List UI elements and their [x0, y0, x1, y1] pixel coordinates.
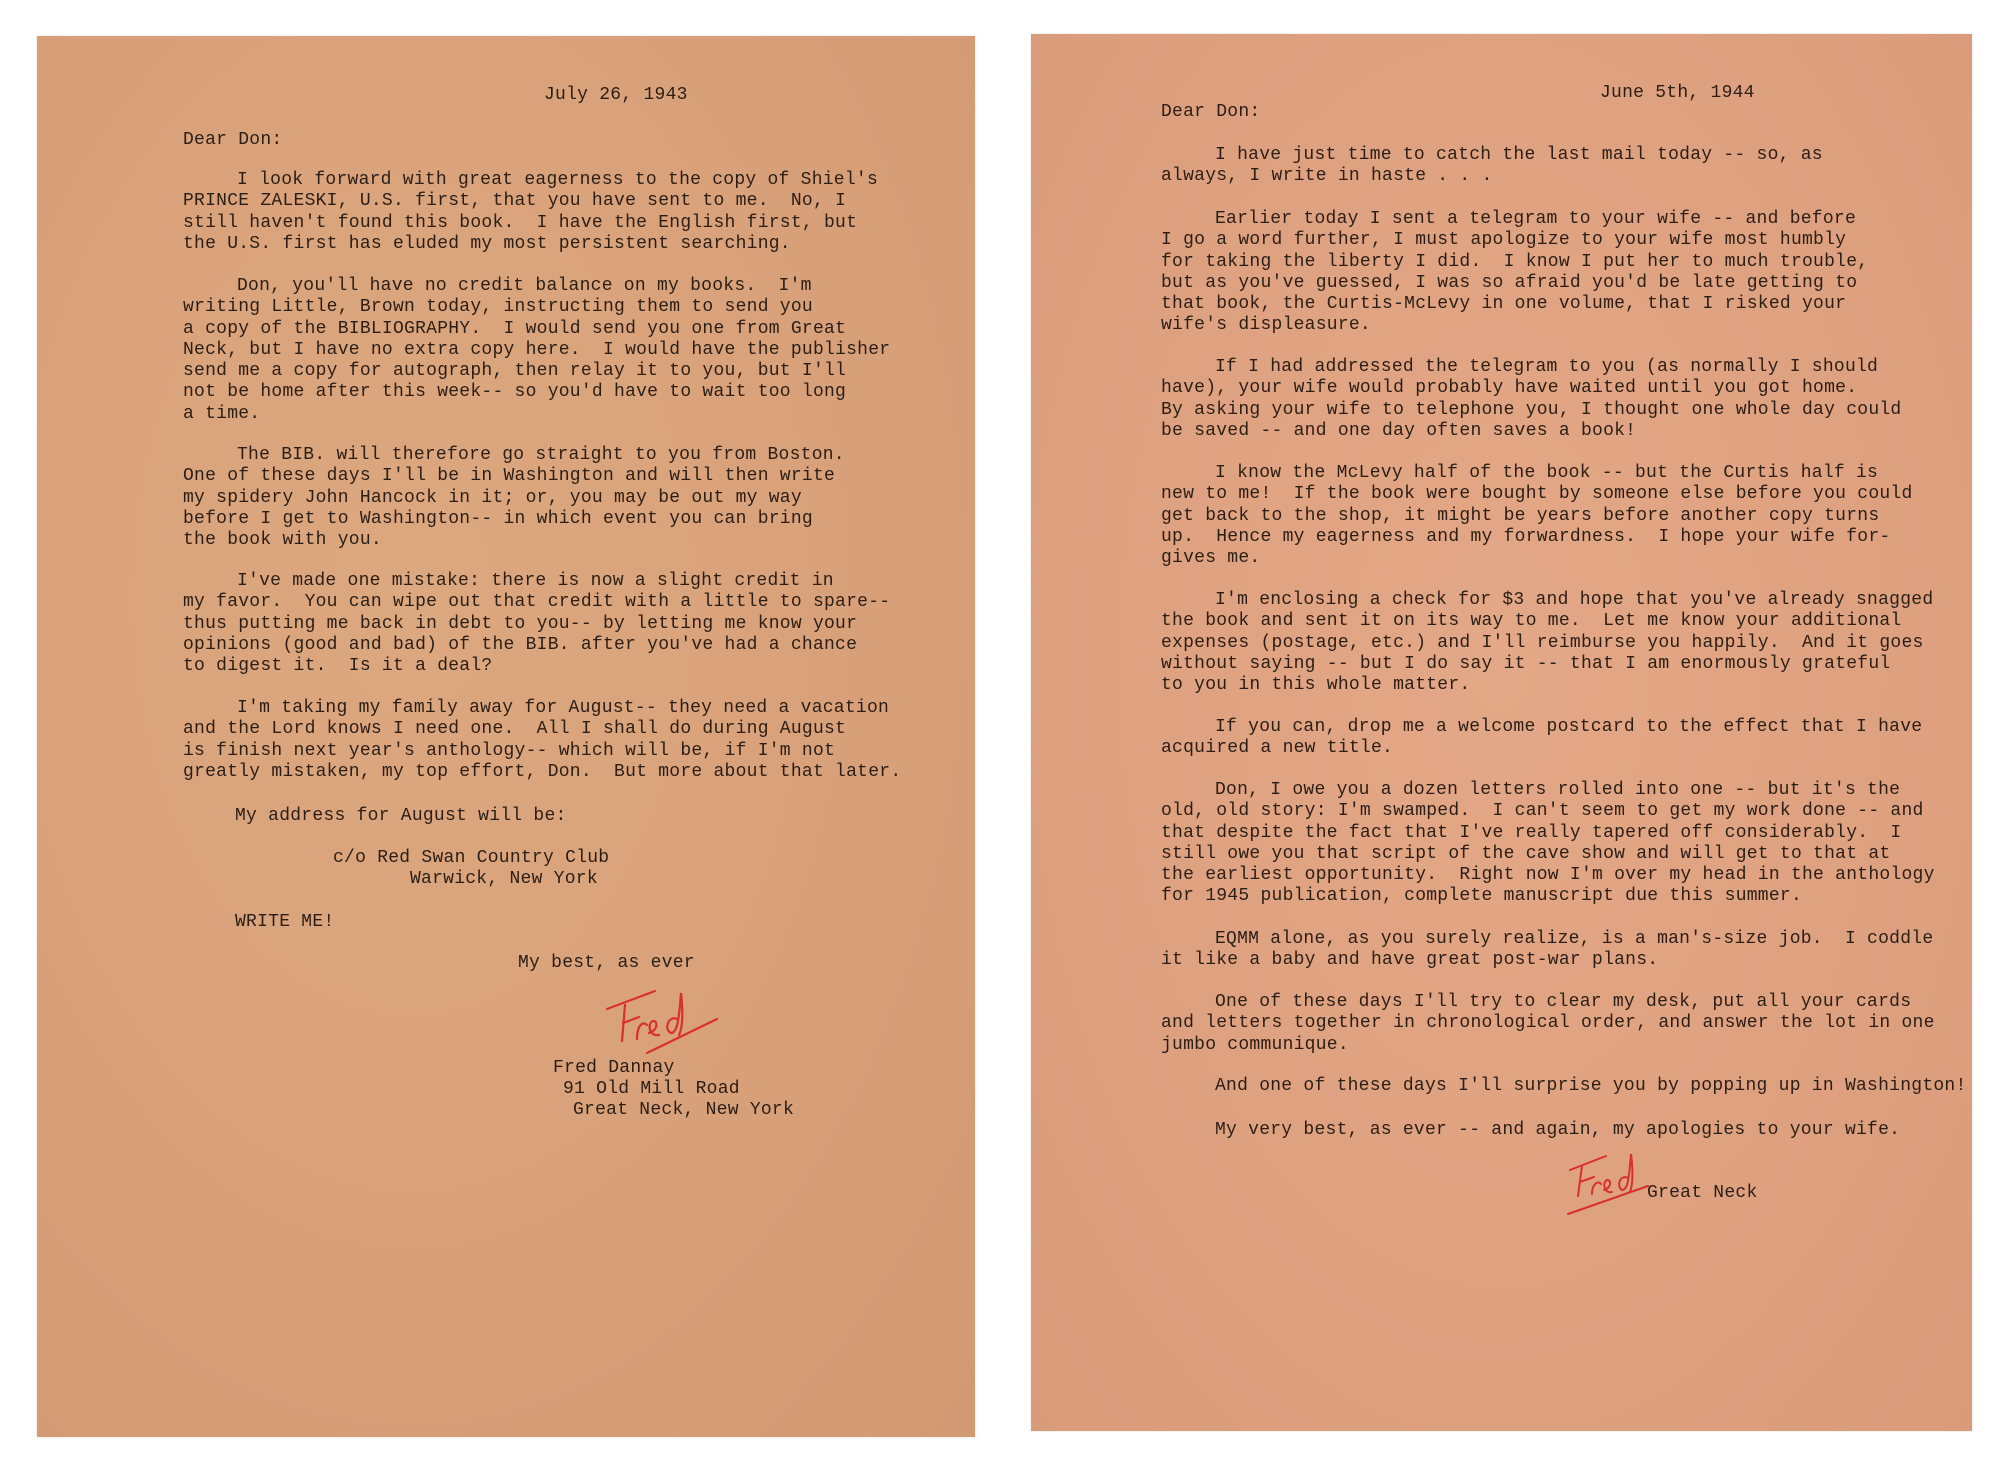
- text-line: acquired a new title.: [1161, 738, 1394, 759]
- text-line: My very best, as ever -- and again, my apologies to your wife.: [1215, 1120, 1901, 1140]
- text-line: I look forward with great eagerness to the copy of Shiel's: [237, 170, 879, 190]
- paragraph: [1161, 463, 1913, 569]
- text-line: EQMM alone, as you surely realize, is a man's-size job. I coddle: [1215, 929, 1934, 949]
- signature-place: Great Neck: [1647, 1183, 1758, 1203]
- text-line: still haven't found this book. I have the English first, but: [183, 212, 858, 233]
- text-line: Neck, but I have no extra copy here. I would have the publisher: [183, 339, 891, 360]
- text-line: before I get to Washington-- in which event you can bring: [183, 508, 813, 529]
- text-line: that despite the fact that I've really tapered off considerably. I: [1161, 822, 1902, 843]
- text-line: still owe you that script of the cave show and will get to that at: [1161, 843, 1891, 864]
- address-line: c/o Red Swan Country Club: [333, 848, 610, 868]
- text-line: the earliest opportunity. Right now I'm over my head in the anthology: [1161, 865, 1935, 886]
- paragraph: [1161, 145, 1823, 188]
- text-line: I have just time to catch the last mail today -- so, as: [1215, 145, 1823, 165]
- sender-city: Great Neck, New York: [573, 1100, 795, 1120]
- text-line: One of these days I'll be in Washington and will then write: [183, 466, 836, 487]
- text-line: without saying -- but I do say it -- that I am enormously grateful: [1161, 653, 1891, 674]
- paragraph: [183, 170, 878, 255]
- text-line: jumbo communique.: [1161, 1034, 1349, 1055]
- text-line: gives me.: [1161, 548, 1261, 569]
- text-line: Earlier today I sent a telegram to your wife -- and before: [1215, 209, 1857, 229]
- text-line: One of these days I'll try to clear my desk, put all your cards: [1215, 992, 1912, 1012]
- text-line: greatly mistaken, my top effort, Don. But more about that later.: [183, 761, 902, 782]
- text-line: By asking your wife to telephone you, I thought one whole day could: [1161, 399, 1902, 420]
- text-line: a time.: [183, 403, 261, 424]
- text-line: opinions (good and bad) of the BIB. after you've had a chance: [183, 634, 858, 655]
- letter-1944: [1031, 34, 1972, 1431]
- text-line: up. Hence my eagerness and my forwardness. I hope your wife for-: [1161, 526, 1891, 547]
- paragraph: [183, 445, 845, 551]
- paragraph: [1161, 992, 1935, 1056]
- text-line: I know the McLevy half of the book -- but the Curtis half is: [1215, 463, 1879, 483]
- text-line: If you can, drop me a welcome postcard to the effect that I have: [1215, 717, 1923, 737]
- text-line: the book with you.: [183, 530, 382, 551]
- text-line: PRINCE ZALESKI, U.S. first, that you have sent to me. No, I: [183, 191, 847, 212]
- paragraph: [1161, 590, 1933, 696]
- text-line: And one of these days I'll surprise you by popping up in Washington!: [1215, 1076, 1967, 1096]
- text-line: my favor. You can wipe out that credit with a little to spare--: [183, 592, 891, 613]
- text-line: and the Lord knows I need one. All I shall do during August: [183, 719, 847, 740]
- postscript: WRITE ME!: [235, 912, 335, 932]
- paragraph: [1161, 717, 1922, 760]
- paragraph: [183, 276, 890, 425]
- letter-1943: [37, 36, 975, 1437]
- text-line: Don, you'll have no credit balance on my books. I'm: [237, 276, 812, 296]
- sign-off: My best, as ever: [518, 953, 695, 973]
- text-line: I've made one mistake: there is now a slight credit in: [237, 571, 834, 591]
- paragraph: [1161, 1076, 1967, 1097]
- text-line: be saved -- and one day often saves a book!: [1161, 420, 1637, 441]
- text-line: my spidery John Hancock in it; or, you may be out my way: [183, 487, 802, 508]
- text-line: new to me! If the book were bought by someone else before you could: [1161, 484, 1913, 505]
- text-line: have), your wife would probably have waited until you got home.: [1161, 378, 1858, 399]
- sender-street: 91 Old Mill Road: [563, 1079, 740, 1099]
- text-line: I'm enclosing a check for $3 and hope that you've already snagged: [1215, 590, 1934, 610]
- text-line: Don, I owe you a dozen letters rolled into one -- but it's the: [1215, 780, 1901, 800]
- text-line: for taking the liberty I did. I know I put her to much trouble,: [1161, 251, 1869, 272]
- text-line: that book, the Curtis-McLevy in one volume, that I risked your: [1161, 294, 1847, 315]
- text-line: not be home after this week-- so you'd have to wait too long: [183, 382, 847, 403]
- text-line: the U.S. first has eluded my most persistent searching.: [183, 233, 791, 254]
- text-line: I go a word further, I must apologize to your wife most humbly: [1161, 230, 1847, 251]
- text-line: for 1945 publication, complete manuscript due this summer.: [1161, 886, 1803, 907]
- text-line: a copy of the BIBLIOGRAPHY. I would send you one from Great: [183, 318, 847, 339]
- text-line: to digest it. Is it a deal?: [183, 656, 493, 677]
- text-line: send me a copy for autograph, then relay it to you, but I'll: [183, 361, 847, 382]
- salutation: Dear Don:: [183, 130, 283, 150]
- text-line: I'm taking my family away for August-- they need a vacation: [237, 698, 890, 718]
- paragraph: [1161, 1120, 1900, 1141]
- text-line: is finish next year's anthology-- which will be, if I'm not: [183, 740, 836, 761]
- paragraph: [183, 698, 901, 783]
- text-line: wife's displeasure.: [1161, 315, 1371, 336]
- text-line: the book and sent it on its way to me. Let me know your additional: [1161, 611, 1902, 632]
- text-line: If I had addressed the telegram to you (as normally I should: [1215, 357, 1879, 377]
- text-line: to you in this whole matter.: [1161, 675, 1471, 696]
- paragraph: [1161, 929, 1933, 972]
- sender-name: Fred Dannay: [553, 1058, 675, 1078]
- paragraph: [1161, 780, 1935, 908]
- text-line: old, old story: I'm swamped. I can't seem to get my work done -- and: [1161, 801, 1924, 822]
- text-line: but as you've guessed, I was so afraid you'd be late getting to: [1161, 272, 1858, 293]
- address-intro: My address for August will be:: [235, 806, 567, 826]
- text-line: thus putting me back in debt to you-- by letting me know your: [183, 613, 858, 634]
- text-line: The BIB. will therefore go straight to you from Boston.: [237, 445, 845, 465]
- text-line: always, I write in haste . . .: [1161, 166, 1493, 187]
- letter-date: June 5th, 1944: [1600, 83, 1755, 103]
- text-line: expenses (postage, etc.) and I'll reimburse you happily. And it goes: [1161, 632, 1924, 653]
- text-line: writing Little, Brown today, instructing them to send you: [183, 297, 813, 318]
- letter-date: July 26, 1943: [544, 85, 688, 105]
- paragraph: [1161, 357, 1901, 442]
- address-line: Warwick, New York: [410, 869, 598, 889]
- salutation: Dear Don:: [1161, 102, 1261, 122]
- paragraph: [1161, 209, 1868, 337]
- paragraph: [183, 571, 890, 677]
- text-line: it like a baby and have great post-war plans.: [1161, 950, 1659, 971]
- text-line: get back to the shop, it might be years before another copy turns: [1161, 505, 1880, 526]
- text-line: and letters together in chronological order, and answer the lot in one: [1161, 1013, 1935, 1034]
